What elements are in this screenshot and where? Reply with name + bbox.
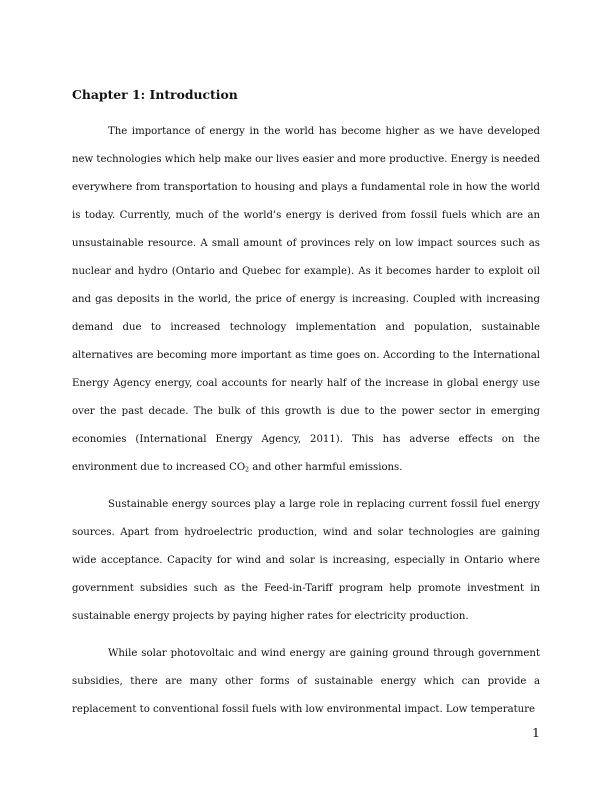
page-number: 1 (532, 725, 540, 740)
paragraph-3: While solar photovoltaic and wind energy are gaining ground through government subsidies, there are many other forms of sustainable energy which can provide a replacement to conventional fossil fuels with low environmental impact. Low temperature (72, 648, 540, 715)
co2-subscript: 2 (245, 466, 250, 474)
page-content (72, 86, 540, 724)
paragraph-2: Sustainable energy sources play a large role in replacing current fossil fuel energy sources. Apart from hydroelectric production, wind and solar technologies are gaining wide acceptance. Capacity for wind and solar is increasing, especially in Ontario where government subsidies such as the Feed-in-Tariff program help promote investment in sustainable energy projects by paying higher rates for electricity production. (72, 499, 540, 622)
paragraph-1 (72, 118, 540, 482)
paragraph-1-text: The importance of energy in the world has become higher as we have developed new technologies which help make our lives easier and more productive. Energy is needed everywhere from transportation to housing and plays a fundamental role in how the world is today. Currently, much of the world’s energy is derived from fossil fuels which are an unsustainable resource. A small amount of provinces rely on low impact sources such as nuclear and hydro (Ontario and Quebec for example). As it becomes harder to exploit oil and gas deposits in the world, the price of energy is increasing. Coupled with increasing demand due to increased technology implementation and population, sustainable alternatives are becoming more important as time goes on. According to the International Energy Agency energy, coal accounts for nearly half of the increase in global energy use over the past decade. The bulk of this growth is due to the power sector in emerging economies (International Energy Agency, 2011). This has adverse effects on the environment due to increased CO (72, 126, 540, 473)
paragraph-1-text-end: and other harmful emissions. (249, 462, 403, 473)
chapter-title: Chapter 1: Introduction (72, 87, 238, 102)
